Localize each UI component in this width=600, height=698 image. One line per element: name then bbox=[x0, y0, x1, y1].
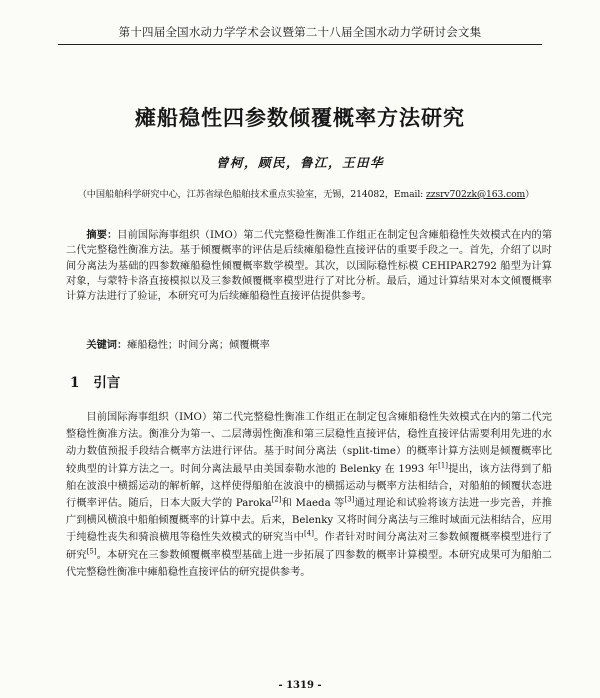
keywords-text: 瘫船稳性；时间分离；倾覆概率 bbox=[127, 340, 270, 351]
body-text-4: 通过理论和试验将该方法进一步完善，并推广到横风横浪中船舶倾覆概率的计算中去。后来，Belenky 又将时间分离法与三维时域面元法相结合，应用于纯稳性丧失和骑浪横甩等稳性失效模式的研究当中 bbox=[66, 498, 553, 544]
body-text-6: 。本研究在三参数倾覆概率模型基础上进一步拓展了四参数的概率计算模型。本研究成果可为船舶二代完整稳性衡准中瘫船稳性直接评估的研究提供参考。 bbox=[66, 549, 552, 578]
body-text-1: 目前国际海事组织（IMO）第二代完整稳性衡准工作组正在制定包含瘫船稳性失效模式在内的第二代完整稳性衡准方法。衡准分为第一、二层薄弱性衡准和第三层稳性直接评估，稳性直接评估需要利用先进的水动力数值预报手段结合概率方法进行评估。基于时间分离法（split-time）的概率计算方法则是倾覆概率比较典型的计算方法之一。时间分离法最早由美国泰勒水池的 Belenky 在 1993 年 bbox=[66, 412, 552, 475]
affiliation-close: ） bbox=[525, 189, 535, 200]
abstract bbox=[66, 228, 552, 304]
citation-1[interactable]: [1] bbox=[438, 461, 449, 470]
body-text-5: 。作者针对时间分离法对三参数倾覆概率模型进行了研究 bbox=[66, 532, 553, 561]
affiliation-line bbox=[46, 186, 566, 200]
keywords-label: 关键词： bbox=[86, 339, 128, 351]
abstract-text: 目前国际海事组织（IMO）第二代完整稳性衡准工作组正在制定包含瘫船稳性失效模式在内的第二代完整稳性衡准方法。基于倾覆概率的评估是后续瘫船稳性直接评估的重要手段之一。首先，介绍了以时间分离法为基础的四参数瘫船稳性倾覆概率数学模型。其次，以国际稳性标模 CEHIPAR2792 船型为计算对象，与蒙特卡洛直接模拟以及三参数倾覆概率模型进行了对比分析。最后，通过计算结果对本文倾覆概率计算方法进行了验证，本研究可为后续瘫船稳性直接评估提供参考。 bbox=[66, 230, 553, 303]
body-text-2: 提出，该方法得到了船舶在波浪中横摇运动的解析解，这样使得船舶在波浪中的横摇运动与概率方法相结合，对船舶的倾覆状态进行概率评估。随后，日本大阪大学的 Paroka bbox=[66, 463, 552, 510]
email-link[interactable]: zzsrv702zk@163.com bbox=[426, 189, 526, 200]
proceedings-header: 第十四届全国水动力学学术会议暨第二十八届全国水动力学研讨会文集 bbox=[58, 24, 542, 45]
affiliation-text: （中国船舶科学研究中心，江苏省绿色船舶技术重点实验室，无锡，214082， bbox=[77, 189, 394, 200]
section-title: 引言 bbox=[93, 375, 121, 391]
email-label: Email: bbox=[393, 189, 424, 200]
section-number: 1 bbox=[70, 375, 80, 391]
citation-4[interactable]: [4] bbox=[304, 530, 314, 539]
introduction-body bbox=[66, 409, 552, 581]
citation-3[interactable]: [3] bbox=[344, 495, 355, 504]
paper-title: 瘫船稳性四参数倾覆概率方法研究 bbox=[135, 105, 465, 130]
page-number: - 1319 - bbox=[278, 680, 322, 691]
citation-2[interactable]: [2] bbox=[271, 495, 282, 504]
keywords bbox=[66, 338, 552, 353]
section-heading-introduction bbox=[70, 371, 120, 391]
body-text-3: 和 Maeda 等 bbox=[281, 498, 345, 510]
citation-5[interactable]: [5] bbox=[86, 547, 97, 556]
author-list: 曾柯，顾民，鲁江，王田华 bbox=[215, 155, 384, 170]
abstract-label: 摘要： bbox=[86, 229, 118, 241]
